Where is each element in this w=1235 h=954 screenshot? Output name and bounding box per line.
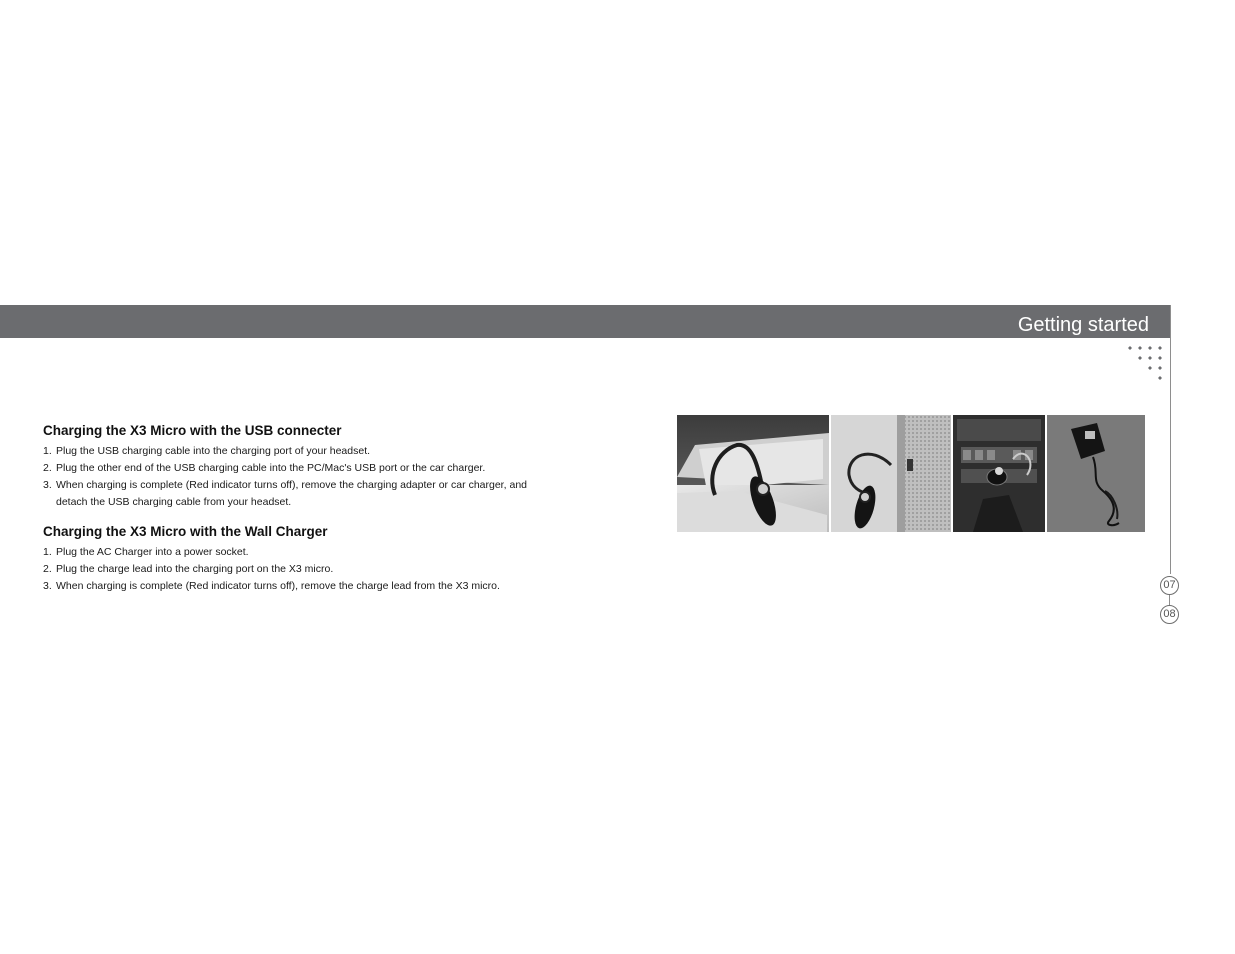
page-title: Getting started xyxy=(1017,314,1149,336)
page-number-right: 08 xyxy=(1160,605,1179,624)
step-text: Plug the USB charging cable into the charging port of your headset. xyxy=(56,445,371,457)
photo-laptop-usb xyxy=(677,415,829,532)
step-text: When charging is complete (Red indicator turns off), remove the charging adapter or car charger, and detach the USB charging cable from your headset. xyxy=(56,479,527,508)
step-number: 2. xyxy=(43,563,52,575)
list-item xyxy=(43,477,527,511)
step-number: 1. xyxy=(43,445,52,457)
list-item xyxy=(43,443,527,460)
section-wall-charging xyxy=(43,523,527,595)
step-text: Plug the other end of the USB charging cable into the PC/Mac's USB port or the car charger. xyxy=(56,462,486,474)
list-item xyxy=(43,544,527,561)
car-charger-icon xyxy=(953,415,1045,532)
desktop-headset-icon xyxy=(831,415,951,532)
section-heading: Charging the X3 Micro with the USB connecter xyxy=(43,423,342,438)
laptop-headset-icon xyxy=(677,415,829,532)
photo-wall-charger xyxy=(1047,415,1145,532)
step-text: When charging is complete (Red indicator turns off), remove the charge lead from the X3 micro. xyxy=(56,580,500,592)
list-item xyxy=(43,578,527,595)
page-number-connector xyxy=(1169,595,1170,605)
step-text: Plug the AC Charger into a power socket. xyxy=(56,546,249,558)
section-usb-charging xyxy=(43,422,527,511)
list-item xyxy=(43,561,527,578)
header-band xyxy=(0,305,1170,338)
step-number: 3. xyxy=(43,580,52,592)
decorative-dots-icon xyxy=(1126,344,1166,384)
step-text: Plug the charge lead into the charging port on the X3 micro. xyxy=(56,563,334,575)
step-number: 1. xyxy=(43,546,52,558)
right-margin-rule xyxy=(1170,305,1171,574)
photo-desktop-usb xyxy=(831,415,951,532)
photo-car-charger xyxy=(953,415,1045,532)
steps-list xyxy=(43,544,527,595)
page-number-left: 07 xyxy=(1160,576,1179,595)
section-heading: Charging the X3 Micro with the Wall Charger xyxy=(43,524,328,539)
wall-charger-icon xyxy=(1047,415,1145,532)
step-number: 2. xyxy=(43,462,52,474)
step-number: 3. xyxy=(43,479,52,491)
steps-list xyxy=(43,443,527,511)
list-item xyxy=(43,460,527,477)
